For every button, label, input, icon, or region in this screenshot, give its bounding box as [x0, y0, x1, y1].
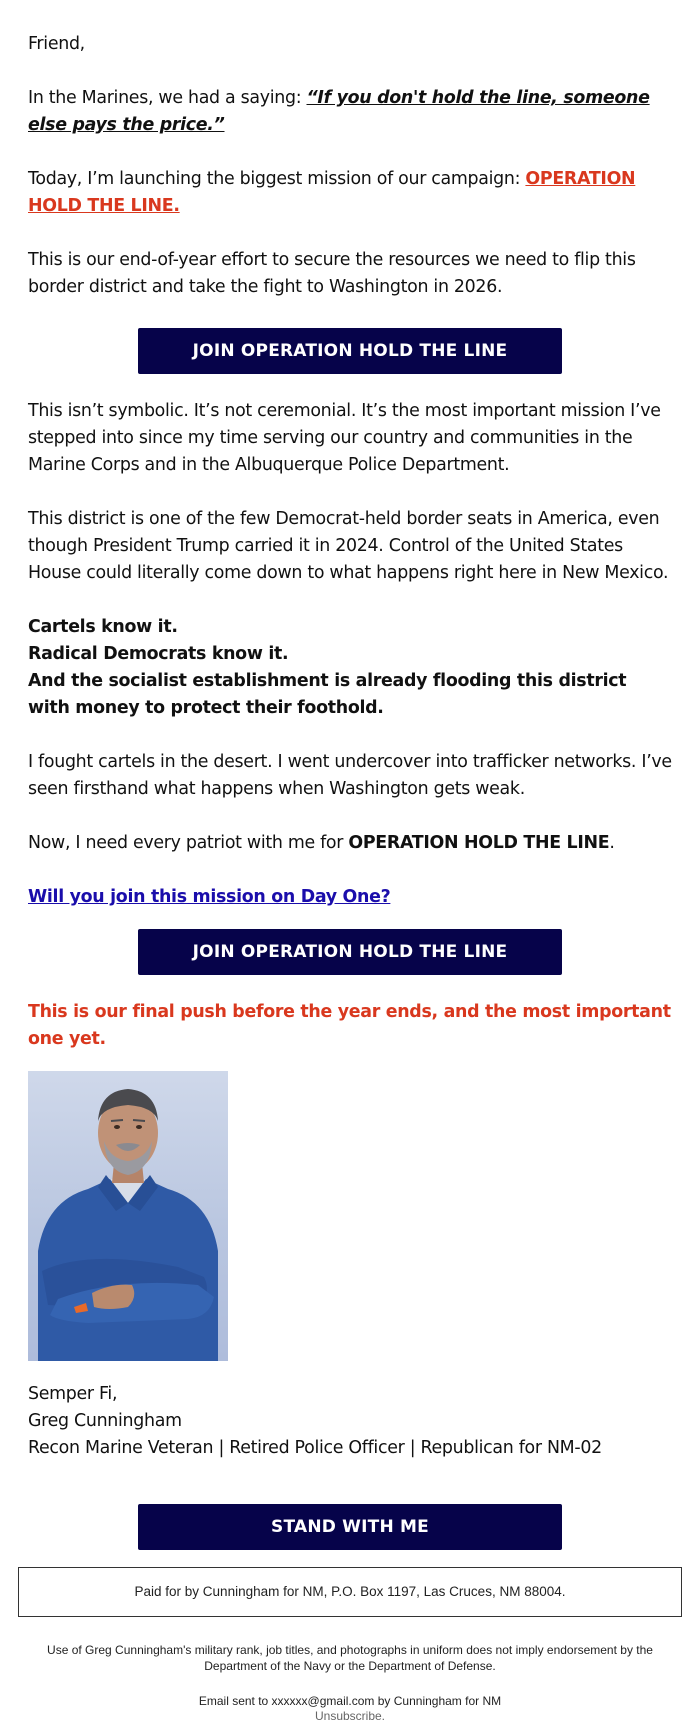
bold-line: And the socialist establishment is already flooding this district with money to protect their foothold.: [28, 671, 627, 718]
signature-name: Greg Cunningham: [28, 1411, 182, 1431]
unsubscribe-link[interactable]: Unsubscribe.: [314, 1709, 386, 1723]
button-row: [28, 328, 672, 374]
paragraph-text: Today, I’m launching the biggest mission of our campaign:: [28, 169, 526, 189]
mission-paragraph: [28, 884, 672, 911]
paragraph-text: Now, I need every patriot with me for: [28, 833, 349, 853]
bold-line: Radical Democrats know it.: [28, 644, 289, 664]
disclaimer-text: Use of Greg Cunningham's military rank, job titles, and photographs in uniform does not imply endorsement by the Department of the Navy or the Department of Defense.: [47, 1643, 653, 1673]
paragraph-marines-saying: [28, 85, 672, 139]
bold-statements: [28, 614, 672, 722]
paragraph-end: .: [609, 833, 615, 853]
paragraph-mission: This isn’t symbolic. It’s not ceremonial. It’s the most important mission I’ve stepped into since my time serving our country and communities in the Marine Corps and in the Albuquerque Police Department.: [28, 401, 661, 475]
button-row: [28, 1504, 672, 1550]
operation-link[interactable]: OPERATION HOLD THE LINE.: [28, 169, 636, 216]
portrait-illustration: [28, 1071, 228, 1361]
candidate-photo: [28, 1071, 228, 1361]
paragraph-launch: [28, 166, 672, 220]
signature-title: Recon Marine Veteran | Retired Police Officer | Republican for NM-02: [28, 1438, 602, 1458]
join-operation-button[interactable]: JOIN OPERATION HOLD THE LINE: [138, 328, 562, 374]
join-operation-button-2[interactable]: JOIN OPERATION HOLD THE LINE: [138, 929, 562, 975]
signature-closing: Semper Fi,: [28, 1384, 118, 1404]
signature-block: [28, 1381, 672, 1462]
paid-for-text: Paid for by Cunningham for NM, P.O. Box 1197, Las Cruces, NM 88004.: [134, 1584, 566, 1599]
bold-line: Cartels know it.: [28, 617, 178, 637]
email-sent-text: Email sent to xxxxxx@gmail.com by Cunningham for NM: [198, 1694, 502, 1708]
operation-name: OPERATION HOLD THE LINE: [348, 833, 610, 853]
join-mission-link[interactable]: Will you join this mission on Day One?: [28, 887, 391, 907]
final-push-text: This is our final push before the year ends, and the most important one yet.: [28, 1002, 671, 1049]
greeting: Friend,: [28, 34, 85, 54]
stand-with-me-button[interactable]: STAND WITH ME: [138, 1504, 562, 1550]
paragraph-patriot: [28, 830, 672, 857]
paid-for-box: [18, 1567, 682, 1617]
marines-quote: “If you don't hold the line, someone else pays the price.”: [28, 88, 650, 135]
paragraph-cartels: I fought cartels in the desert. I went undercover into trafficker networks. I’ve seen firsthand what happens when Washington gets weak.: [28, 752, 672, 799]
paragraph-district: This district is one of the few Democrat-held border seats in America, even though President Trump carried it in 2024. Control of the United States House could literally come down to what happens right here in New Mexico.: [28, 509, 669, 583]
paragraph-text: In the Marines, we had a saying:: [28, 88, 307, 108]
button-row: [28, 929, 672, 975]
paragraph-end-of-year: This is our end-of-year effort to secure the resources we need to flip this border district and take the fight to Washington in 2026.: [28, 250, 636, 297]
